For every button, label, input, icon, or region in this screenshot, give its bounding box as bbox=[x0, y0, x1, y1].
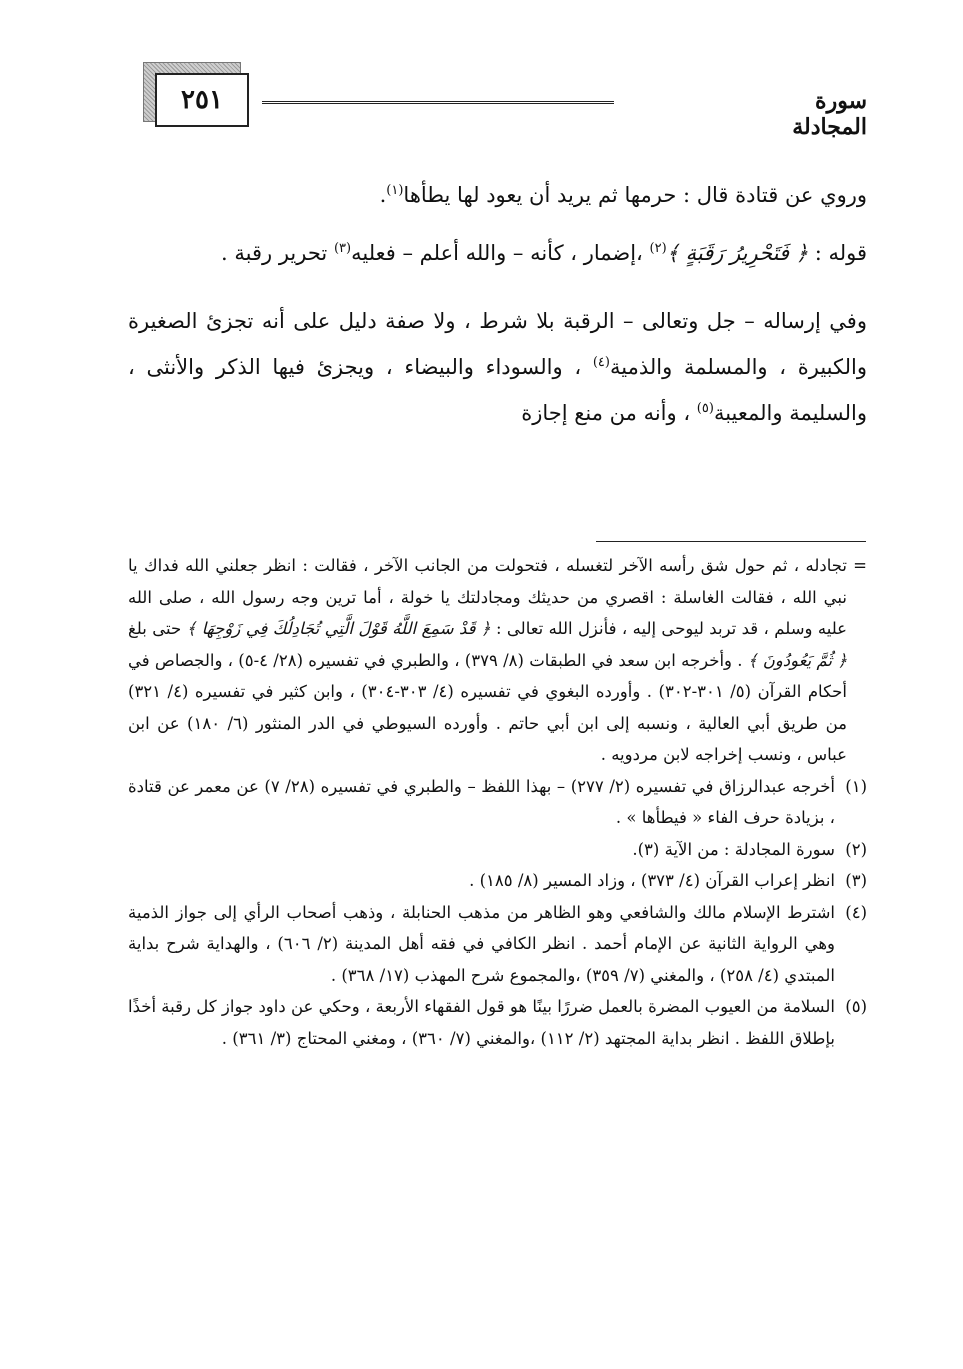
quran-verse: ﴿ فَتَحْرِيرُ رَقَبَةٍ ﴾ bbox=[666, 241, 809, 265]
footnote-5 bbox=[128, 991, 867, 1054]
para1-end: . bbox=[379, 183, 387, 207]
footnote-separator bbox=[596, 541, 866, 542]
footnote-2 bbox=[128, 834, 867, 866]
cont-quran-1: ﴿ قَدْ سَمِعَ اللَّهُ قَوْلَ الَّتِي تُجَادِلُكَ فِي زَوْجِهَا ﴾ bbox=[186, 619, 491, 638]
footnote-ref-5: (٥) bbox=[696, 401, 714, 416]
continuation-mark: = bbox=[853, 556, 867, 575]
footnote-mark: (١) bbox=[845, 776, 867, 796]
cont-mid: حتى بلغ bbox=[128, 619, 187, 638]
para3-part2: ، والسوداء والبيضاء ، ويجزئ فيها الذكر والأنثى ، والسليمة والمعيبة bbox=[128, 355, 867, 425]
footnote-mark: (٥) bbox=[845, 997, 867, 1016]
para1-text: وروي عن قتادة قال : حرمها ثم يريد أن يعود لها يطأها bbox=[403, 183, 867, 207]
para2-pre: قوله : bbox=[808, 241, 867, 265]
footnote-text: السلامة من العيوب المضرة بالعمل ضررًا بينًا هو قول الفقهاء الأربعة ، وحكي عن داود جواز كل رقبة أخذًا بإطلاق اللفظ . انظر بداية المجتهد (٢/ ١١٢) ،والمغني (٧/ ٣٦٠) ، ومغني المحتاج (٣/ ٣٦١) . bbox=[128, 997, 835, 1048]
footnote-mark: (٤) bbox=[845, 902, 867, 922]
cont-pre: تجادله ، ثم حول شق رأسه الآخر لتغسله ، فتحولت من الجانب الآخر ، فقالت : انظر جعلني الله فداك يا نبي الله ، فقالت الغاسلة : اقصري من حديثك ومجادلتك يا خولة ، أما ترين وجه رسول الله ، صلى الله عليه وسلم ، قد تربد ليوحى إليه ، فأنزل الله تعالى : bbox=[128, 556, 847, 638]
footnote-4 bbox=[128, 897, 867, 992]
para2-mid: ،إضمار ، كأنه – والله أعلم – فعليه bbox=[351, 241, 650, 265]
footnote-continuation bbox=[128, 550, 867, 771]
footnote-ref-1: (١) bbox=[386, 183, 404, 198]
footnote-mark: (٢) bbox=[845, 839, 867, 859]
para2-post: تحرير رقبة . bbox=[221, 241, 334, 265]
footnotes bbox=[128, 550, 867, 1054]
cont-quran-2: ﴿ ثُمَّ يَعُودُونَ ﴾ bbox=[747, 650, 847, 670]
footnote-1 bbox=[128, 771, 867, 834]
continuation-text bbox=[128, 550, 847, 771]
footnote-3 bbox=[128, 865, 867, 897]
paragraph-1 bbox=[128, 172, 867, 218]
page-number: ٢٥١ bbox=[155, 73, 249, 127]
header-rule bbox=[262, 101, 614, 104]
footnote-ref-4: (٤) bbox=[592, 355, 610, 370]
para3-part3: ، وأنه من منع إجازة bbox=[521, 401, 697, 425]
footnote-text: سورة المجادلة : من الآية (٣). bbox=[632, 839, 835, 859]
para3-part1: وفي إرساله – جل وتعالى – الرقبة بلا شرط ، ولا صفة دليل على أنه تجزئ الصغيرة والكبيرة ، والمسلمة والذمية bbox=[128, 309, 867, 379]
footnote-mark: (٣) bbox=[845, 871, 867, 890]
footnote-text: اشترط الإسلام مالك والشافعي وهو الظاهر من مذهب الحنابلة ، وذهب أصحاب الرأي إلى جواز الذمية وهي الرواية الثانية عن الإمام أحمد . انظر الكافي في فقه أهل المدينة (٢/ ٦٠٦) ، والهداية شرح بداية المبتدي (٤/ ٢٥٨) ، والمغني (٧/ ٣٥٩) ،والمجموع شرح المهذب (١٧/ ٣٦٨) . bbox=[128, 902, 835, 985]
footnote-text: أخرجه عبدالرزاق في تفسيره (٢/ ٢٧٧) – بهذا اللفظ – والطبري في تفسيره (٢٨/ ٧) عن معمر عن قتادة ، بزيادة حرف الفاء « فيطأها » . bbox=[128, 776, 836, 827]
footnote-text: انظر إعراب القرآن (٤/ ٣٧٣) ، وزاد المسير (٨/ ١٨٥) . bbox=[469, 871, 835, 890]
footnote-ref-2: (٢) bbox=[649, 241, 667, 256]
paragraph-3 bbox=[128, 298, 867, 436]
main-text bbox=[128, 172, 867, 436]
surah-title: سورة المجادلة bbox=[792, 88, 867, 140]
footnote-ref-3: (٣) bbox=[333, 241, 352, 256]
cont-post: . وأخرجه ابن سعد في الطبقات (٨/ ٣٧٩) ، والطبري في تفسيره (٢٨/ ٤-٥) ، والجصاص في أحكام القرآن (٥/ ٣٠١-٣٠٢) . وأورده البغوي في تفسيره (٤/ ٣٠٣-٣٠٤) ، وابن كثير في تفسيره (٤/ ٣٢١) من طريق أبي العالية ، ونسبه إلى ابن أبي حاتم . وأورده السيوطي في الدر المنثور (٦/ ١٨٠) عن ابن عباس ، ونسب إخراجه لابن مردويه . bbox=[128, 650, 847, 764]
paragraph-2 bbox=[128, 230, 867, 276]
